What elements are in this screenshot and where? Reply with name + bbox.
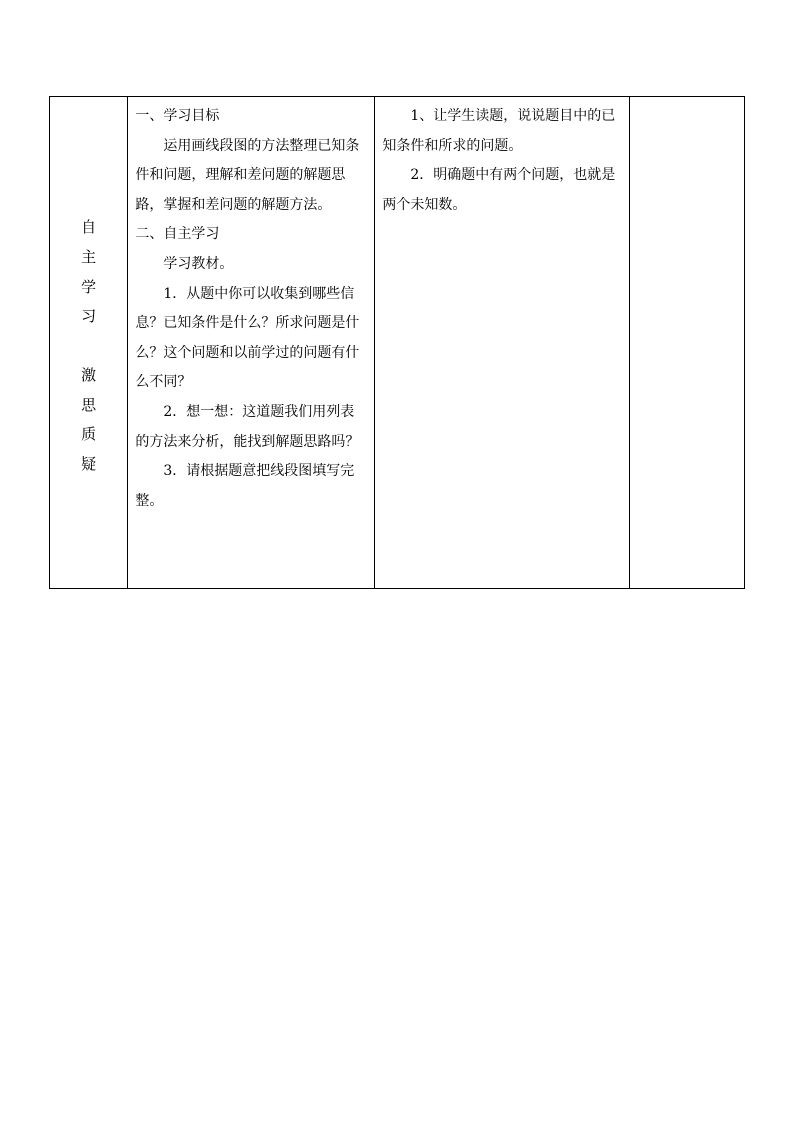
table-row: [50, 97, 745, 589]
notes-cell: [630, 97, 745, 589]
method-paragraph: 2．明确题中有两个问题，也就是两个未知数。: [382, 167, 616, 213]
stage-cell: [50, 97, 128, 589]
content-paragraph: 2．想一想：这道题我们用列表的方法来分析，能找到解题思路吗？: [135, 403, 360, 450]
stage-char: 学: [81, 277, 97, 296]
content-paragraph: 学习教材。: [163, 255, 234, 272]
content-paragraph: 运用画线段图的方法整理已知条件和问题，理解和差问题的解题思路，掌握和差问题的解题方法。: [135, 137, 360, 213]
stage-label: [50, 213, 127, 479]
method-cell: [375, 97, 630, 589]
content-heading: 二、自主学习: [135, 226, 220, 243]
stage-char: 疑: [81, 455, 97, 474]
content-paragraph: 3．请根据题意把线段图填写完整。: [135, 463, 355, 509]
stage-char: 思: [81, 395, 97, 414]
lesson-plan-table: [49, 96, 745, 589]
stage-char: 激: [81, 366, 97, 385]
content-paragraph: 1．从题中你可以收集到哪些信息？已知条件是什么？所求问题是什么？这个问题和以前学过的问题有什么不同？: [135, 285, 360, 391]
stage-char: 自: [81, 218, 97, 237]
content-heading: 一、学习目标: [135, 108, 220, 124]
stage-char: 习: [81, 307, 97, 326]
method-paragraph: 1、让学生读题，说说题目中的已知条件和所求的问题。: [382, 108, 616, 154]
content-cell: [128, 97, 375, 589]
stage-char: 质: [81, 425, 97, 444]
stage-char: 主: [81, 247, 97, 266]
